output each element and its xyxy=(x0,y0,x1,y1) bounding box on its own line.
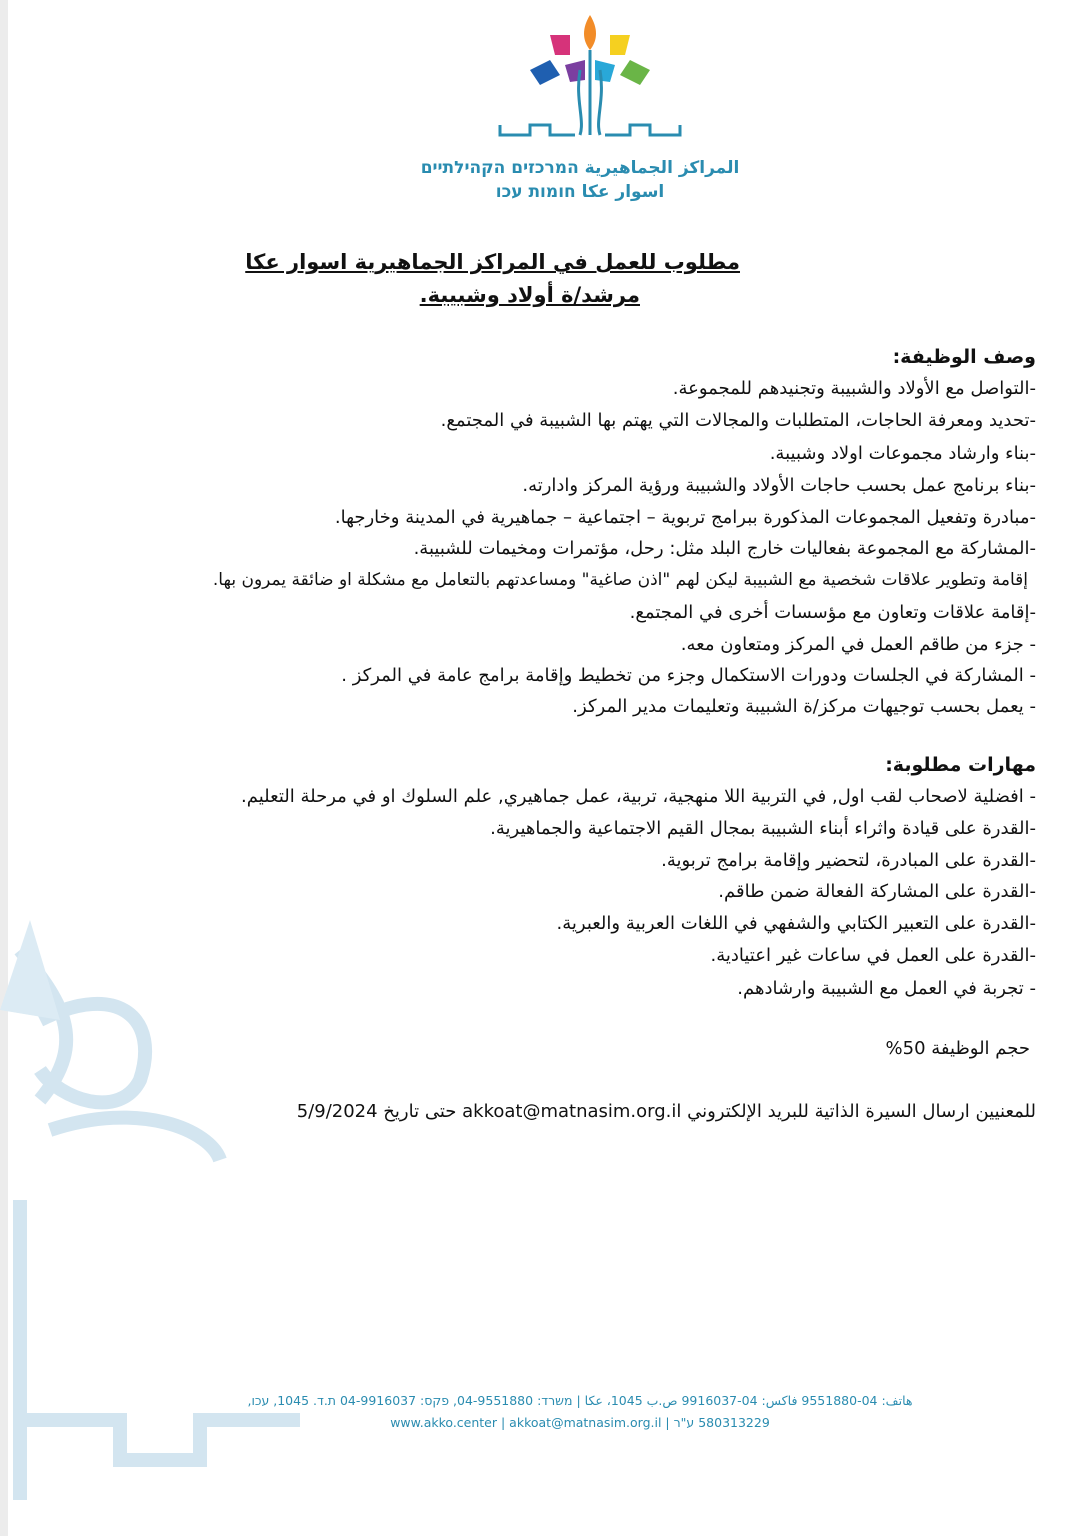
footer-contact-line2: 580313229 ע"ר | www.akko.center | akkoat@matnasim.org.il xyxy=(390,1415,770,1430)
job-description-item: -تحديد ومعرفة الحاجات، المتطلبات والمجالات التي يهتم بها الشبيبة في المجتمع. xyxy=(440,410,1036,431)
skill-item: - افضلية لاصحاب لقب اول, في التربية اللا منهجية، تربية، عمل جماهيري, علم السلوك او في مرحلة التعليم. xyxy=(241,786,1036,807)
skills-heading: مهارات مطلوبة: xyxy=(885,754,1036,776)
job-description-item: -بناء وارشاد مجموعات اولاد وشبيبة. xyxy=(769,443,1036,464)
job-description-item: - المشاركة في الجلسات ودورات الاستكمال وجزء من تخطيط وإقامة برامج عامة في المركز . xyxy=(341,665,1036,686)
job-description-item: -بناء برنامج عمل بحسب حاجات الأولاد والشبيبة ورؤية المركز وادارته. xyxy=(522,475,1036,496)
job-description-item: -إقامة علاقات وتعاون مع مؤسسات أخرى في المجتمع. xyxy=(629,602,1036,623)
job-description-item: -المشاركة مع المجموعة بفعاليات خارج البلد مثل: رحل، مؤتمرات ومخيمات للشبيبة. xyxy=(413,538,1036,559)
decorative-watermark xyxy=(0,900,330,1536)
job-size: حجم الوظيفة 50% xyxy=(885,1038,1030,1059)
title-line1: مطلوب للعمل في المراكز الجماهيرية اسوار عكا xyxy=(245,250,740,274)
title-line2: مرشد/ة أولاد وشبيبة. xyxy=(419,283,640,307)
footer-contact-line1: هاتف: 04-9551880 فاكس: 04-9916037 ص.ب 1045، عكا | משרד: 04-9551880, פקס: 04-9916037 ת.ד. 1045, עכו, xyxy=(247,1393,913,1408)
skill-item: -القدرة على العمل في ساعات غير اعتيادية. xyxy=(710,945,1036,966)
skill-item: -القدرة على المبادرة، لتحضير وإقامة برامج تربوية. xyxy=(661,850,1036,871)
logo-icon xyxy=(490,10,690,150)
job-description-item: - جزء من طاقم العمل في المركز ومتعاون معه. xyxy=(680,634,1036,655)
job-description-item: -التواصل مع الأولاد والشبيبة وتجنيدهم للمجموعة. xyxy=(672,378,1036,399)
skill-item: -القدرة على التعبير الكتابي والشفهي في اللغات العربية والعبرية. xyxy=(556,913,1036,934)
skill-item: - تجربة في العمل مع الشبيبة وارشادهم. xyxy=(737,978,1036,999)
job-description-item: إقامة وتطوير علاقات شخصية مع الشبيبة ليكن لهم "اذن صاغية" ومساعدتهم بالتعامل مع مشكلة او ضائقة يمرون بها. xyxy=(212,570,1028,590)
logo-text-line1: المراكز الجماهيرية המרכזים הקהילתיים xyxy=(420,158,740,178)
job-description-item: -مبادرة وتفعيل المجموعات المذكورة ببرامج تربوية – اجتماعية – جماهيرية في المدينة وخارجها. xyxy=(334,507,1036,528)
skill-item: -القدرة على قيادة واثراء أبناء الشبيبة بمجال القيم الاجتماعية والجماهيرية. xyxy=(490,818,1036,839)
job-description-heading: وصف الوظيفة: xyxy=(892,346,1036,368)
apply-instructions: للمعنيين ارسال السيرة الذاتية للبريد الإلكتروني akkoat@matnasim.org.il حتى تاريخ 5/9/2024 xyxy=(296,1101,1036,1122)
skill-item: -القدرة على المشاركة الفعالة ضمن طاقم. xyxy=(718,881,1036,902)
job-description-item: - يعمل بحسب توجيهات مركز/ة الشبيبة وتعليمات مدير المركز. xyxy=(572,696,1036,717)
logo-text-line2: اسوار عكا חומות עכו xyxy=(495,182,665,202)
